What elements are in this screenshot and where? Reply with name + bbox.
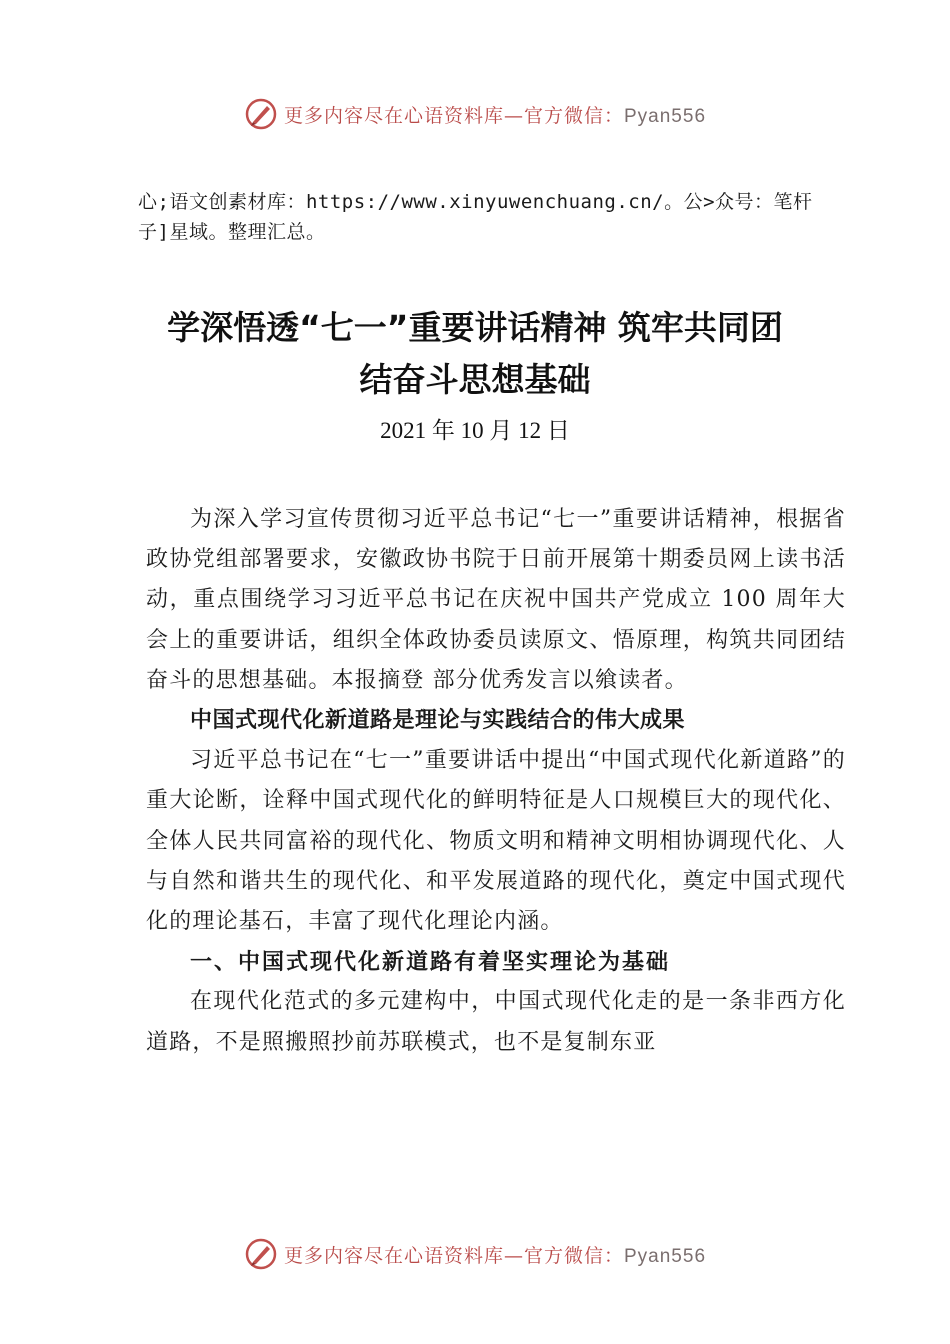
paragraph-1: 习近平总书记在“七一”重要讲话中提出“中国式现代化新道路”的重大论断，诠释中国式现代化的鲜明特征是人口规模巨大的现代化、全体人民共同富裕的现代化、物质文明和精神文明相协调现代化、人与自然和谐共生的现代化、和平发展道路的现代化，奠定中国式现代化的理论基石，丰富了现代化理论内涵。 <box>146 748 846 935</box>
banner-text <box>284 1241 706 1268</box>
pen-circle-logo-icon <box>244 1237 278 1271</box>
article-title <box>0 302 950 406</box>
section-heading: 一、中国式现代化新道路有着坚实理论为基础 <box>190 949 671 976</box>
wechat-id: Pyan556 <box>624 105 707 127</box>
article-date: 2021 年 10 月 12 日 <box>380 418 570 443</box>
article-body <box>146 500 846 1063</box>
source-note: 心;语文创素材库：https://www.xinyuwenchuang.cn/。公>众号：笔杆子]星域。整理汇总。 <box>138 191 813 243</box>
title-line-1: 学深悟透“七一”重要讲话精神 筑牢共同团 <box>167 308 783 347</box>
banner-label: 更多内容尽在心语资料库—官方微信： <box>283 104 624 127</box>
wechat-id: Pyan556 <box>624 1245 707 1267</box>
header-banner <box>0 94 950 134</box>
banner-text <box>284 101 706 128</box>
banner-label: 更多内容尽在心语资料库—官方微信： <box>283 1244 624 1267</box>
pen-circle-logo-icon <box>244 97 278 131</box>
paragraph-2: 在现代化范式的多元建构中，中国式现代化走的是一条非西方化道路，不是照搬照抄前苏联模式，也不是复制东亚 <box>146 989 846 1055</box>
sub-heading: 中国式现代化新道路是理论与实践结合的伟大成果 <box>190 708 686 734</box>
intro-paragraph: 为深入学习宣传贯彻习近平总书记“七一”重要讲话精神，根据省政协党组部署要求，安徽政协书院于日前开展第十期委员网上读书活动，重点围绕学习习近平总书记在庆祝中国共产党成立 100 周年大会上的重要讲话，组织全体政协委员读原文、悟原理，构筑共同团结奋斗的思想基础。本报摘登 部分优秀发言以飨读者。 <box>146 507 846 693</box>
footer-banner <box>0 1234 950 1274</box>
title-line-2: 结奋斗思想基础 <box>359 360 591 399</box>
